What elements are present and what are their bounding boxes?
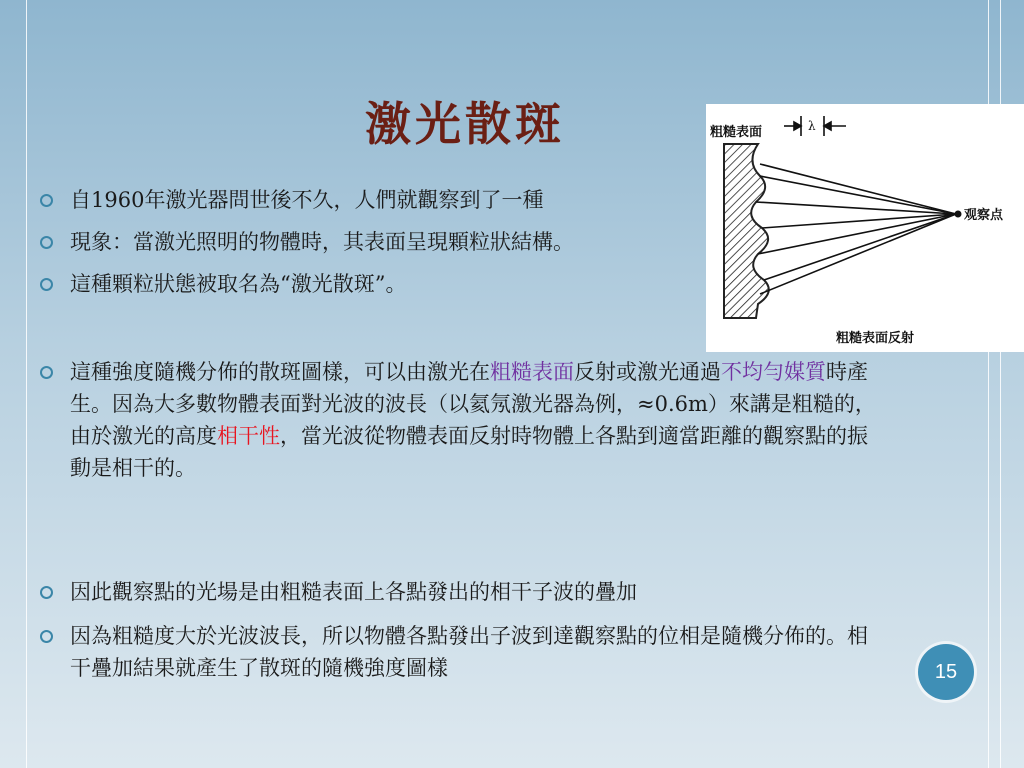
rough-surface-shape xyxy=(724,144,769,318)
bullet-dot-icon xyxy=(40,630,53,643)
bullet-item xyxy=(40,620,880,684)
speckle-diagram xyxy=(706,104,1024,352)
bullet-dot-icon xyxy=(40,278,53,291)
bullet-dot-icon xyxy=(40,236,53,249)
observation-point-dot xyxy=(955,211,962,218)
reflected-rays xyxy=(756,164,956,294)
highlight-rough-surface: 粗糙表面 xyxy=(490,360,574,384)
page-number-badge: 15 xyxy=(918,644,974,700)
bullet-item xyxy=(40,576,880,608)
label-observation-point: 观察点 xyxy=(964,208,1004,223)
bullet-text: 這種強度隨機分佈的散斑圖樣，可以由激光在 xyxy=(70,360,490,384)
bullet-text: 這種顆粒狀態被取名為“激光散斑”。 xyxy=(70,272,407,296)
bullet-dot-icon xyxy=(40,194,53,207)
speckle-diagram-svg xyxy=(706,104,1024,352)
figure-caption: 粗糙表面反射 xyxy=(836,331,915,346)
bullet-item xyxy=(40,356,880,484)
bullet-dot-icon xyxy=(40,586,53,599)
highlight-inhomogeneous-medium: 不均勻媒質 xyxy=(721,360,826,384)
bullet-text: 現象：當激光照明的物體時，其表面呈現顆粒狀結構。 xyxy=(70,230,574,254)
bullet-text: ，當光波從物體表面反射時物體上各點到適當距離的觀察點的振動是相干的。 xyxy=(70,424,868,480)
bullet-text: 時產生。因為大多數物體表面對光波的波長（以氦氖激光器為例，≈0.6m）來講是粗糙的，由於激光的高度 xyxy=(70,360,876,448)
bullet-text: 因此觀察點的光場是由粗糙表面上各點發出的相干子波的疊加 xyxy=(70,580,637,604)
bullet-text: 因為粗糙度大於光波波長，所以物體各點發出子波到達觀察點的位相是隨機分佈的。相干疊加結果就產生了散斑的隨機強度圖樣 xyxy=(70,624,868,680)
highlight-coherence: 相干性 xyxy=(217,424,280,448)
label-rough-surface: 粗糙表面 xyxy=(710,125,763,140)
bullet-dot-icon xyxy=(40,366,53,379)
slide-title: 激光散斑 xyxy=(365,97,565,151)
bullet-text: 反射或激光通過 xyxy=(574,360,721,384)
bullet-text: 自1960年激光器問世後不久，人們就觀察到了一種 xyxy=(70,188,544,212)
label-lambda: λ xyxy=(808,119,816,133)
